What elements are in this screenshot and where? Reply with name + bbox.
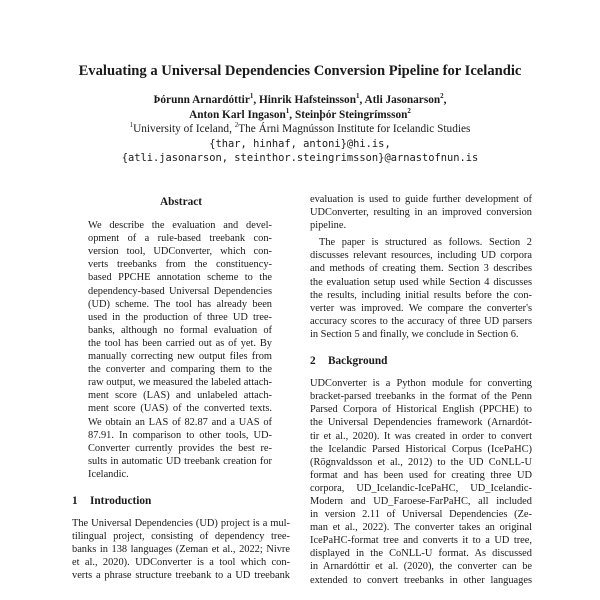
author-affiliation-marker: 2 bbox=[407, 106, 411, 115]
author-affiliation-marker: 2 bbox=[440, 92, 444, 101]
text-line: et al., 2020). UDConverter is a tool which con- bbox=[72, 557, 290, 569]
author-name: Þórunn Arnardóttir bbox=[153, 94, 250, 106]
text-line: man et al., 2022). The converter takes an original bbox=[310, 522, 532, 534]
text-line: accuracy scores to the accuracy of three UD parsers bbox=[310, 315, 532, 327]
abstract-line: verts treebanks from the constituency- bbox=[88, 259, 272, 271]
text-line: Modern and UD_Faroese-FarPaHC, all included bbox=[310, 495, 532, 507]
abstract-line: opment of a rule-based treebank con- bbox=[88, 233, 272, 245]
text-line: tilingual project, consisting of dependency tree- bbox=[72, 531, 290, 543]
text-line: extended to convert treebanks in other languages bbox=[310, 574, 532, 586]
abstract-line: the converter and comparing them to the bbox=[88, 364, 272, 376]
text-line: the evaluation setup used while Section 4 discusses bbox=[310, 276, 532, 288]
abstract-line: We describe the evaluation and devel- bbox=[88, 220, 272, 232]
abstract-line: Converter currently provides the best re- bbox=[88, 442, 272, 454]
text-line: tir et al., 2020). It was created in order to convert bbox=[310, 430, 532, 442]
text-line: verter was improved. We compare the converter's bbox=[310, 302, 532, 314]
abstract-line: ment score (UAS) of the converted texts. bbox=[88, 403, 272, 415]
section-heading-introduction bbox=[72, 495, 290, 508]
author-name: Steinþór Steingrímsson bbox=[294, 108, 408, 121]
abstract-line: based PPCHE annotation scheme to the bbox=[88, 272, 272, 284]
left-column bbox=[72, 196, 290, 583]
abstract-line: version tool, UDConverter, which con- bbox=[88, 246, 272, 258]
author-line-1: Þórunn Arnardóttir$^1$, Hinrik Hafsteinsson$^1$, Atli Jasonarson$^2$, bbox=[153, 92, 447, 106]
abstract-line: manually correcting new output files from bbox=[88, 351, 272, 363]
text-line: in Section 5 and finally, we conclude in Section 6. bbox=[310, 328, 519, 340]
author-email: {atli.jasonarson, steinthor.steingrimsson}@arnastofnun.is bbox=[121, 152, 479, 164]
background-paragraph bbox=[310, 377, 532, 587]
affiliations: $^1$University of Iceland, $^2$The Árni Magnússon Institute for Icelandic Studies bbox=[129, 121, 471, 135]
text-line: The Universal Dependencies (UD) project is a mul- bbox=[72, 518, 290, 530]
abstract-line: banks, although no formal evaluation of bbox=[88, 324, 272, 336]
text-line: the Universal Dependencies framework (Arnardót- bbox=[310, 417, 532, 429]
text-line: UDConverter is a Python module for converting bbox=[310, 378, 532, 390]
abstract-line: raw output, we measured the labeled attach- bbox=[88, 377, 272, 389]
text-line: in version 2.11 of Universal Dependencies (Ze- bbox=[310, 509, 532, 521]
abstract-heading: Abstract bbox=[159, 196, 203, 208]
text-line: and methods of creating them. Section 3 describes bbox=[310, 263, 532, 275]
text-line: The paper is structured as follows. Section 2 bbox=[319, 237, 532, 249]
text-line: displayed in the CoNLL-U format. As discussed bbox=[310, 548, 532, 560]
abstract-body bbox=[72, 219, 290, 481]
section-heading-background bbox=[310, 355, 532, 368]
text-line: pipeline. bbox=[310, 220, 347, 232]
abstract-line: We obtain an LAS of 82.87 and a UAS of bbox=[88, 416, 272, 428]
author-affiliation-marker: 1 bbox=[285, 106, 290, 115]
abstract-line: (UD) scheme. The tool has already been bbox=[88, 298, 272, 310]
text-line: evaluation is used to guide further development of bbox=[310, 194, 532, 205]
author-name: Hinrik Hafsteinsson bbox=[259, 94, 356, 106]
text-line: corpora, UD_Icelandic-IcePaHC, UD_Icelandic- bbox=[310, 482, 532, 494]
introduction-continued-paragraph bbox=[310, 193, 532, 232]
author-block bbox=[60, 93, 540, 166]
author-name: Atli Jasonarson bbox=[364, 94, 441, 106]
author-affiliation-marker: 1 bbox=[249, 92, 254, 101]
text-line: UDConverter, resulting in an improved conversion bbox=[310, 207, 532, 219]
text-line: (Rögnvaldsson et al., 2012) to the UD CoNLL-U bbox=[310, 456, 532, 468]
text-line: banks in 138 languages (Zeman et al., 2022; Nivre bbox=[72, 544, 290, 556]
section-title: Background bbox=[328, 355, 388, 368]
text-line: the Icelandic Parsed Historical Corpus (IcePaHC) bbox=[310, 443, 532, 455]
text-line: verts a phrase structure treebank to a UD treebank bbox=[72, 570, 290, 582]
text-line: bracket-parsed treebanks in the format of the Penn bbox=[310, 391, 532, 403]
author-line-2: Anton Karl Ingason$^1$, Steinþór Steingrímsson$^2$ bbox=[189, 106, 411, 121]
text-line: in Arnardóttir et al. (2020), the converter can be bbox=[310, 561, 532, 573]
section-number: 2 bbox=[310, 355, 316, 368]
abstract-line: used in the production of three UD tree- bbox=[88, 311, 272, 323]
right-column bbox=[310, 193, 532, 587]
section-number: 1 bbox=[72, 494, 78, 507]
author-name: Anton Karl Ingason bbox=[189, 108, 286, 121]
author-affiliation-marker: 1 bbox=[355, 92, 360, 101]
paper-title: Evaluating a Universal Dependencies Conversion Pipeline for Icelandic bbox=[78, 63, 522, 79]
abstract-line: Icelandic. bbox=[88, 468, 129, 480]
abstract-line: 87.91. In comparison to other tools, UD- bbox=[88, 429, 272, 441]
abstract-line: the tool has been carried out as of yet. By bbox=[88, 337, 272, 349]
author-email: {thar, hinhaf, antoni}@hi.is, bbox=[209, 137, 391, 150]
text-line: Parsed Corpora of Historical English (PPCHE) to bbox=[310, 404, 532, 416]
section-title: Introduction bbox=[90, 494, 152, 507]
text-line: format and has been used for creating three UD bbox=[310, 469, 532, 481]
introduction-paragraph bbox=[72, 517, 290, 582]
text-line: discusses relevant resources, including UD corpora bbox=[310, 250, 532, 262]
text-line: IcePaHC-format tree and converts it to a UD tree, bbox=[310, 535, 532, 547]
text-line: the results, including initial results before the con- bbox=[310, 289, 532, 301]
abstract-line: dependency-based Universal Dependencies bbox=[88, 285, 272, 297]
structure-paragraph bbox=[310, 236, 532, 341]
abstract-line: ment score (LAS) and unlabeled attach- bbox=[88, 390, 272, 402]
abstract-line: sults in automatic UD treebank creation for bbox=[88, 455, 272, 467]
